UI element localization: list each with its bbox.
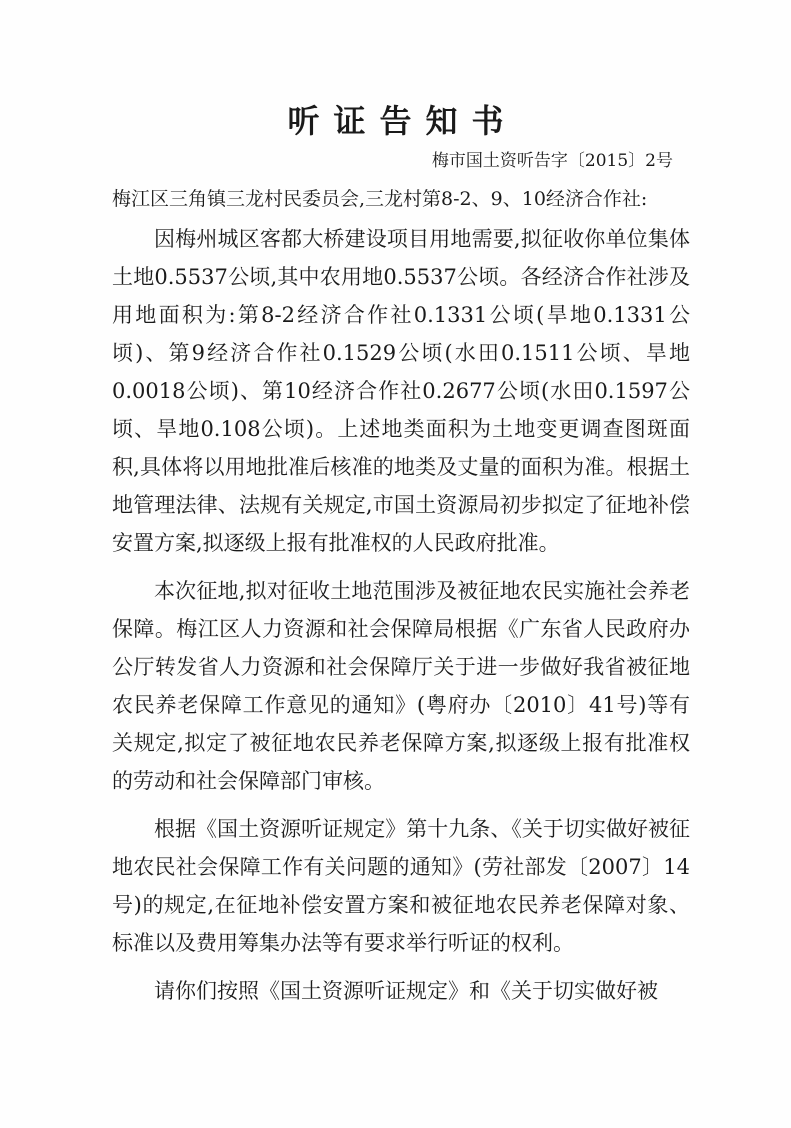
addressee-line: 梅江区三角镇三龙村民委员会,三龙村第8-2、9、10经济合作社: (112, 188, 648, 210)
paragraph-land-acquisition: 因梅州城区客都大桥建设项目用地需要,拟征收你单位集体土地0.5537公顷,其中农用地0.5537公顷。各经济合作社涉及用地面积为:第8-2经济合作社0.1331公顷(旱地0.1331公顷)、第9经济合作社0.1529公顷(水田0.1511公顷、旱地0.0018公顷)、第10经济合作社0.2677公顷(水田0.1597公顷、旱地0.108公顷)。上述地类面积为土地变更调查图斑面积,具体将以用地批准后核准的地类及丈量的面积为准。根据土地管理法律、法规有关规定,市国土资源局初步拟定了征地补偿安置方案,拟逐级上报有批准权的人民政府批准。 (112, 227, 690, 555)
document-number: 梅市国土资听告字〔2015〕2号 (431, 151, 673, 171)
paragraph-request: 请你们按照《国土资源听证规定》和《关于切实做好被 (154, 979, 658, 1003)
document-body (112, 220, 690, 1010)
paragraph-pension-security: 本次征地,拟对征收土地范围涉及被征地农民实施社会养老保障。梅江区人力资源和社会保障局根据《广东省人民政府办公厅转发省人力资源和社会保障厅关于进一步做好我省被征地农民养老保障工作意见的通知》(粤府办〔2010〕41号)等有关规定,拟定了被征地农民养老保障方案,拟逐级上报有批准权的劳动和社会保障部门审核。 (112, 579, 690, 793)
document-title: 听证告知书 (287, 102, 518, 140)
paragraph-hearing-rights: 根据《国土资源听证规定》第十九条、《关于切实做好被征地农民社会保障工作有关问题的通知》(劳社部发〔2007〕14号)的规定,在征地补偿安置方案和被征地农民养老保障对象、标准以及费用筹集办法等有要求举行听证的权利。 (112, 817, 690, 955)
